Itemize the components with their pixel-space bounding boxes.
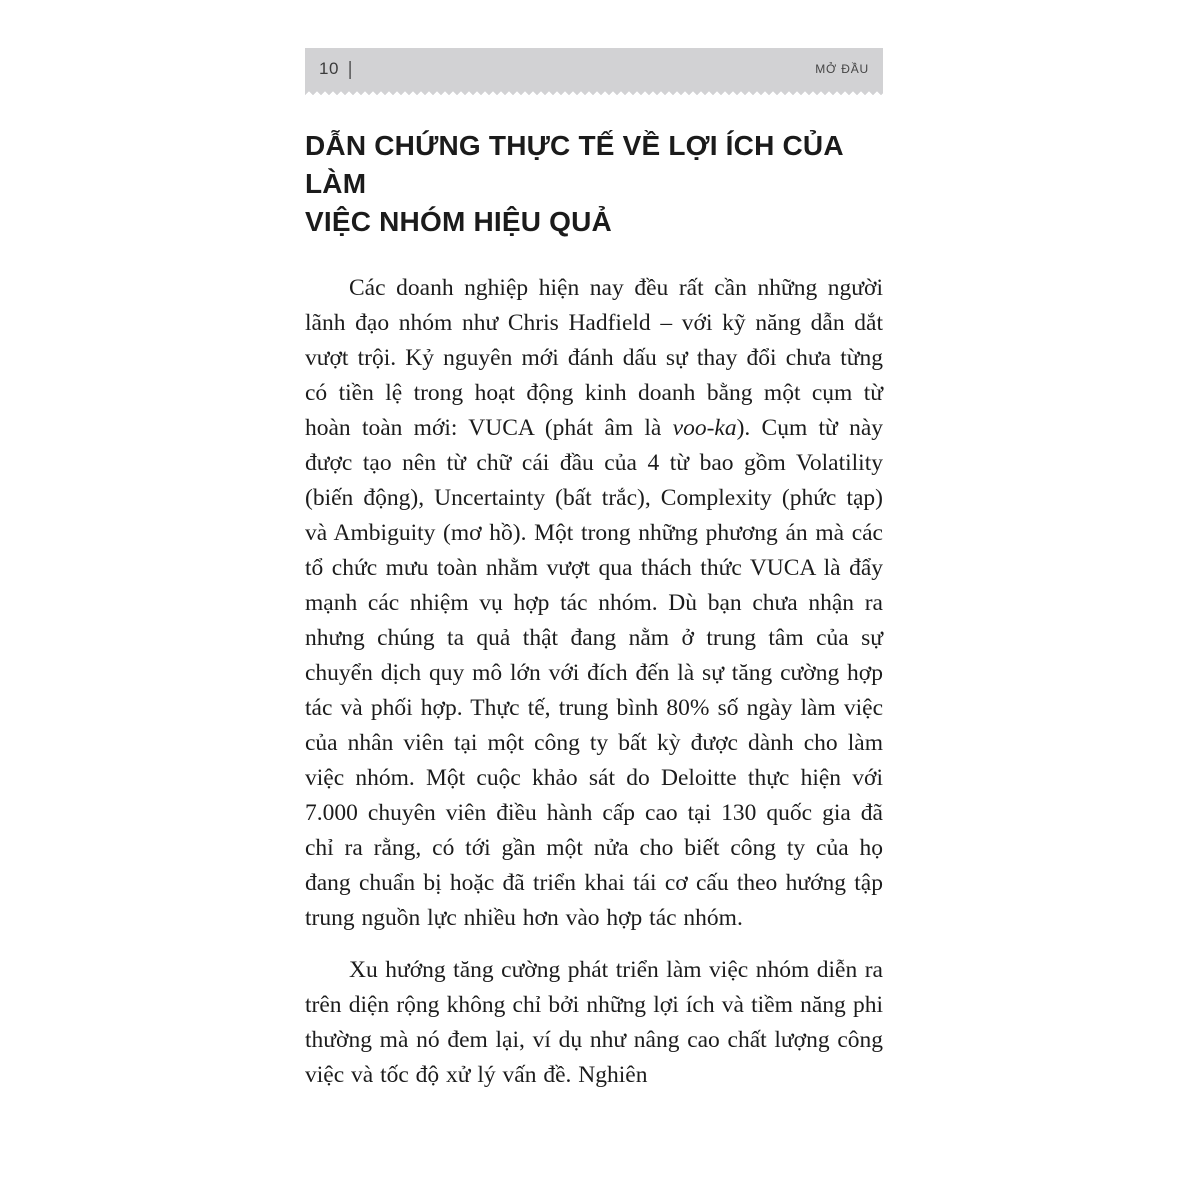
paragraph-text: Các doanh nghiệp hiện nay đều rất cần những người lãnh đạo nhóm như Chris Hadfield – với kỹ năng dẫn dắt vượt trội. Kỷ nguyên mới đánh dấu sự thay đổi chưa từng có tiền lệ trong hoạt động kinh doanh bằng một cụm từ hoàn toàn mới: VUCA (phát âm là [305,275,883,441]
body-text [305,271,883,1093]
body-paragraph [305,271,883,936]
deckle-edge [305,90,883,95]
page-content [305,48,883,1093]
page-title [305,127,883,241]
paragraph-text: ). Cụm từ này được tạo nên từ chữ cái đầu của 4 từ bao gồm Volatility (biến động), Uncertainty (bất trắc), Complexity (phức tạp) và Ambiguity (mơ hồ). Một trong những phương án mà các tổ chức mưu toàn nhằm vượt qua thách thức VUCA là đẩy mạnh các nhiệm vụ hợp tác nhóm. Dù bạn chưa nhận ra nhưng chúng ta quả thật đang nằm ở trung tâm của sự chuyển dịch quy mô lớn với đích đến là sự tăng cường hợp tác và phối hợp. Thực tế, trung bình 80% số ngày làm việc của nhân viên tại một công ty bất kỳ được dành cho làm việc nhóm. Một cuộc khảo sát do Deloitte thực hiện với 7.000 chuyên viên điều hành cấp cao tại 130 quốc gia đã chỉ ra rằng, có tới gần một nửa cho biết công ty của họ đang chuẩn bị hoặc đã triển khai tái cơ cấu theo hướng tập trung nguồn lực nhiều hơn vào hợp tác nhóm. [305,415,883,931]
page-title-line-2: VIỆC NHÓM HIỆU QUẢ [305,206,612,237]
section-title: MỞ ĐẦU [815,62,869,76]
paragraph-text: Xu hướng tăng cường phát triển làm việc nhóm diễn ra trên diện rộng không chỉ bởi những lợi ích và tiềm năng phi thường mà nó đem lại, ví dụ như nâng cao chất lượng công việc và tốc độ xử lý vấn đề. Nghiên [305,957,883,1088]
body-paragraph [305,953,883,1093]
italic-term: voo-ka [672,415,737,441]
header-separator: | [347,57,353,80]
running-header [305,48,883,90]
page-title-line-1: DẪN CHỨNG THỰC TẾ VỀ LỢI ÍCH CỦA LÀM [305,130,843,199]
running-header-left [319,59,352,79]
page-number: 10 [319,59,339,78]
